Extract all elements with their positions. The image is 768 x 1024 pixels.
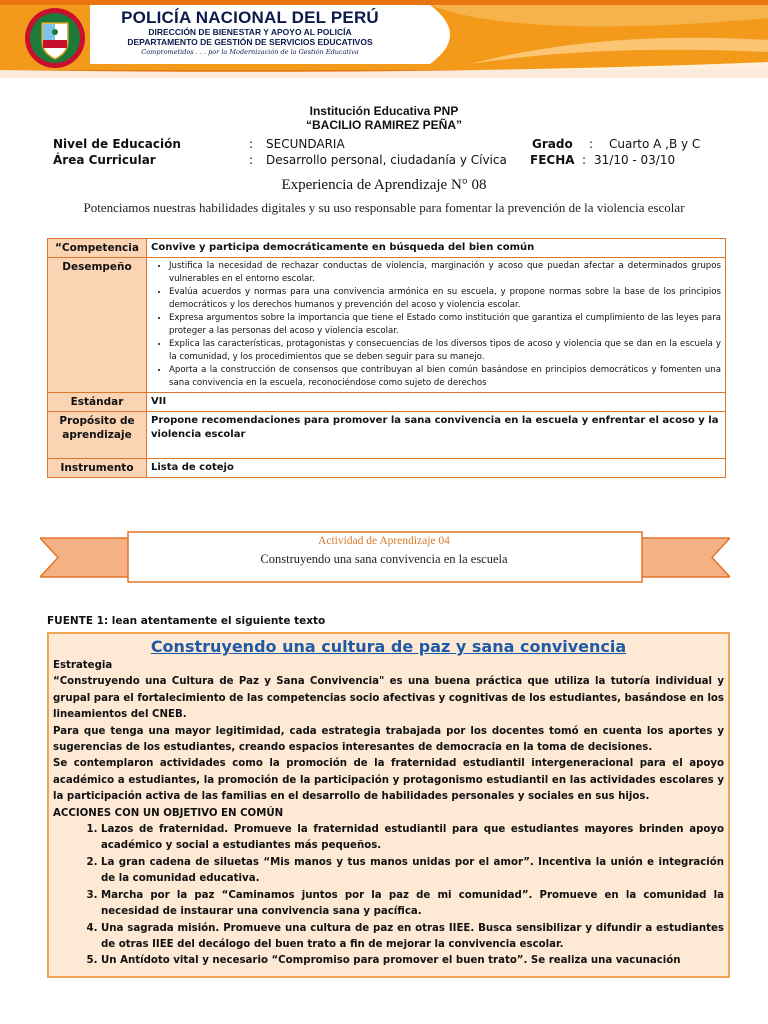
area-sep: : — [249, 153, 254, 167]
banner-title: POLICÍA NACIONAL DEL PERÚ — [121, 8, 379, 27]
header-banner — [0, 0, 768, 78]
instrumento-value: Lista de cotejo — [147, 459, 726, 478]
activity-number: Actividad de Aprendizaje 04 — [318, 535, 450, 547]
nivel-sep: : — [249, 137, 254, 151]
competencia-label: “Competencia — [48, 239, 147, 258]
nivel-label: Nivel de Educación — [53, 137, 181, 151]
source-paragraph: Para que tenga una mayor legitimidad, cada estrategia trabajada por los docentes tomó en cuenta los aportes y sugerencias de los estudiantes, creando espacios interesantes de democracia en la toma de decisiones. — [53, 725, 724, 754]
source-heading: Estrategia — [53, 660, 113, 671]
estandar-label: Estándar — [48, 393, 147, 412]
table-row — [48, 393, 726, 412]
experience-subtitle: Potenciamos nuestras habilidades digitales y su uso responsable para fomentar la prevención de la violencia escolar — [83, 200, 685, 215]
actions-list — [53, 822, 724, 970]
list-item: • Justifica la necesidad de rechazar conductas de violencia, marginación y acoso que puedan afectar a determinados grupos vulnerables en el entorno escolar. — [169, 260, 721, 286]
source-label: FUENTE 1: lean atentamente el siguiente texto — [47, 615, 326, 627]
list-item: • Explica las características, protagonistas y consecuencias de los diversos tipos de acoso y violencia que se dan en la escuela y la comunidad, y los procedimientos que se deben seguir para su manejo. — [169, 338, 721, 364]
proposito-label: Propósito de aprendizaje — [48, 412, 147, 459]
fecha-value: 31/10 - 03/10 — [594, 153, 676, 167]
list-item: • Expresa argumentos sobre la importancia que tiene el Estado como institución que garantiza el cumplimiento de las leyes para proteger a las personas del acoso y violencia escolar. — [169, 312, 721, 338]
table-row — [48, 258, 726, 393]
grado-label: Grado — [532, 137, 573, 151]
banner-line2: DEPARTAMENTO DE GESTIÓN DE SERVICIOS EDUCATIVOS — [127, 37, 373, 47]
list-item: • Evalúa acuerdos y normas para una convivencia armónica en su escuela, y propone normas sobre la base de los principios democráticos y los derechos humanos y prevención del acoso y violencia escolar. — [169, 286, 721, 312]
list-item: 4. Una sagrada misión. Promueve una cultura de paz en otras IIEE. Busca sensibilizar y difundir a estudiantes de otras IIEE del decálogo del buen trato a fin de mejorar la convivencia escolar. — [101, 921, 724, 954]
desempeno-list — [151, 260, 721, 390]
institution-heading — [0, 104, 768, 132]
fecha-label: FECHA — [530, 153, 575, 167]
desempeno-value — [147, 258, 726, 393]
institution-name: “BACILIO RAMIREZ PEÑA” — [306, 118, 462, 132]
table-row — [48, 239, 726, 258]
fecha-sep: : — [582, 153, 587, 167]
instrumento-label: Instrumento — [48, 459, 147, 478]
police-seal-icon — [24, 7, 86, 69]
banner-motto: Comprometidos . . . por la Modernización de la Gestión Educativa — [141, 48, 359, 56]
activity-title: Construyendo una sana convivencia en la escuela — [260, 552, 508, 566]
list-item: 2. La gran cadena de siluetas “Mis manos y tus manos unidas por el amor”. Incentiva la unión e integración de la comunidad educativa. — [101, 855, 724, 888]
institution-label: Institución Educativa PNP — [309, 104, 459, 118]
area-value: Desarrollo personal, ciudadanía y Cívica — [266, 153, 507, 167]
source-box — [47, 632, 730, 978]
banner-line1: DIRECCIÓN DE BIENESTAR Y APOYO AL POLICÍA — [148, 27, 352, 37]
grado-value: Cuarto A ,B y C — [609, 137, 701, 151]
area-label: Área Curricular — [53, 153, 156, 167]
banner-text — [100, 8, 400, 57]
grado-sep: : — [589, 137, 594, 151]
nivel-value: SECUNDARIA — [266, 137, 345, 151]
list-item: 5. Un Antídoto vital y necesario “Compromiso para promover el buen trato”. Se realiza una vacunación — [101, 953, 724, 969]
estandar-value: VII — [147, 393, 726, 412]
learning-table — [47, 238, 726, 478]
competencia-value: Convive y participa democráticamente en búsqueda del bien común — [147, 239, 726, 258]
source-paragraph: “Construyendo una Cultura de Paz y Sana Convivencia" es una buena práctica que utiliza la tutoría individual y grupal para el fortalecimiento de las competencias socio afectivas y cognitivas de los estudiantes, basándose en los lineamientos del CNEB. — [53, 676, 724, 721]
proposito-value: Propone recomendaciones para promover la sana convivencia en la escuela y enfrentar el acoso y la violencia escolar — [147, 412, 726, 459]
experience-title: Experiencia de Aprendizaje N° 08 — [281, 177, 487, 193]
table-row — [48, 412, 726, 459]
source-title: Construyendo una cultura de paz y sana convivencia — [150, 637, 627, 656]
source-paragraph: Se contemplaron actividades como la promoción de la fraternidad estudiantil intergeneracional para el apoyo académico a estudiantes, la promoción de la participación y protagonismo estudiantil en las actividades escolares y la participación activa de las familias en el desarrollo de habilidades personales y sociales en sus hijos. — [53, 758, 724, 803]
list-item: • Aporta a la construcción de consensos que contribuyan al bien común basándose en principios democráticos y fomenten una sana convivencia en la escuela, reconociéndose como sujeto de derechos — [169, 364, 721, 390]
actions-heading: ACCIONES CON UN OBJETIVO EN COMÚN — [53, 807, 284, 819]
table-row — [48, 459, 726, 478]
list-item: 1. Lazos de fraternidad. Promueve la fraternidad estudiantil para que estudiantes mayores brinden apoyo académico y social a estudiantes más pequeños. — [101, 822, 724, 855]
list-item: 3. Marcha por la paz “Caminamos juntos por la paz de mi comunidad”. Promueve en la comunidad la necesidad de instaurar una convivencia sana y pacífica. — [101, 888, 724, 921]
desempeno-label: Desempeño — [48, 258, 147, 393]
